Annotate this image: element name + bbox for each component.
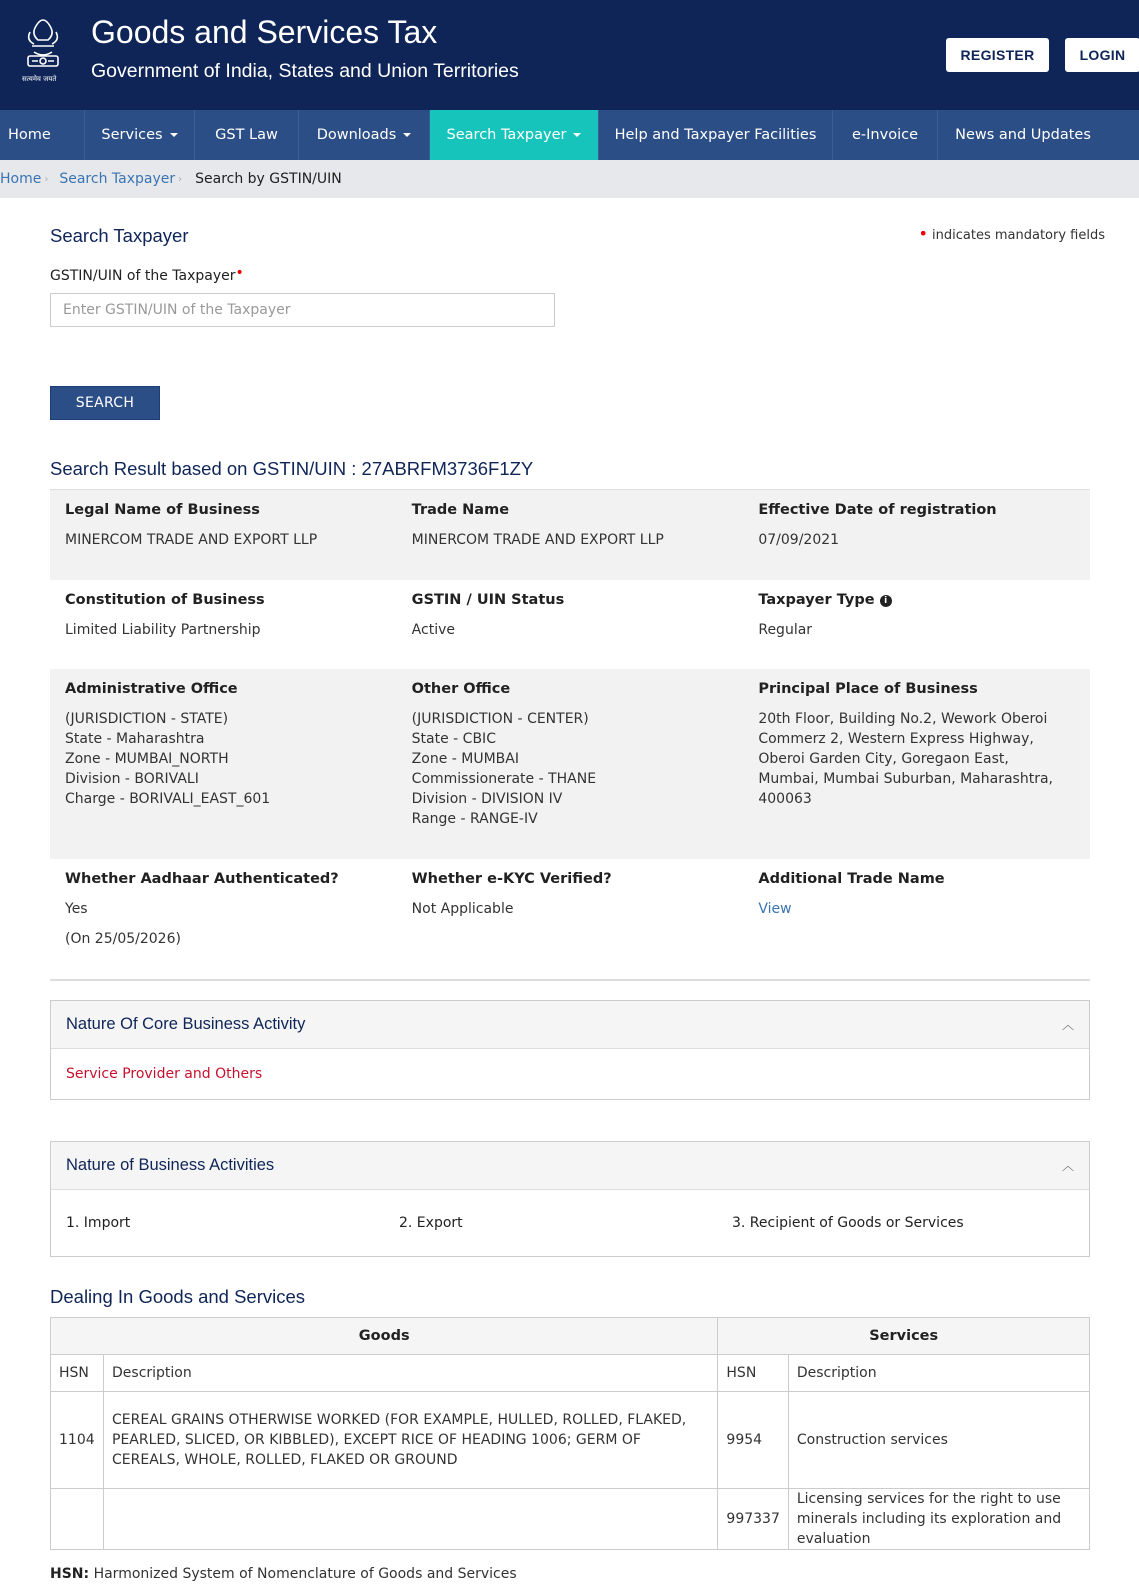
core-activity-header[interactable] [51,1001,1089,1049]
caret-down-icon [170,133,178,137]
required-dot-icon: • [918,224,928,243]
services-desc-col: Description [788,1355,1089,1392]
principal-place-label: Principal Place of Business [758,681,978,697]
activity-item: 1. Import [66,1215,131,1231]
goods-desc-col: Description [104,1355,718,1392]
constitution-label: Constitution of Business [65,592,265,608]
hsn-footnote-label: HSN: [50,1566,90,1582]
nav-help-label: Help and Taxpayer Facilities [614,127,817,143]
principal-place-line: Mumbai, Mumbai Suburban, Maharashtra, [758,771,1053,787]
other-office-line: Commissionerate - THANE [411,771,597,787]
other-office-line: Zone - MUMBAI [411,751,519,767]
service-desc: Licensing services for the right to use minerals including its exploration and evaluation [788,1489,1089,1550]
emblem-caption: सत्यमेव जयते [22,75,57,83]
goods-hsn [51,1489,104,1550]
nav-home-label: Home [8,127,51,143]
mandatory-note [918,224,1105,243]
admin-office-line: Division - BORIVALI [65,771,199,787]
register-button[interactable]: REGISTER [946,38,1049,72]
admin-office-line: Charge - BORIVALI_EAST_601 [65,791,271,807]
aadhaar-label: Whether Aadhaar Authenticated? [65,871,339,887]
nav-news-label: News and Updates [955,127,1091,143]
caret-down-icon [573,133,581,137]
gstin-label-text: GSTIN/UIN of the Taxpayer [50,268,236,284]
business-activities-panel [50,1141,1090,1257]
hsn-footnote-text: Harmonized System of Nomenclature of Goods and Services [93,1566,517,1582]
services-header: Services [718,1318,1090,1355]
nav-downloads[interactable] [299,110,430,160]
site-title[interactable]: Goods and Services Tax [91,14,438,50]
status-value: Active [411,622,455,638]
site-header [0,0,1139,110]
nav-e-invoice-label: e-Invoice [852,127,918,143]
nav-services[interactable] [85,110,195,160]
required-dot-icon: • [235,265,244,281]
constitution-value: Limited Liability Partnership [65,622,261,638]
other-office-line: Division - DIVISION IV [411,791,563,807]
breadcrumb-home[interactable]: Home [0,171,42,187]
admin-office-value [65,709,382,809]
eff-date-value: 07/09/2021 [758,532,840,548]
goods-hsn: 1104 [51,1392,104,1489]
chevron-right-icon: › [44,173,49,185]
goods-header: Goods [51,1318,718,1355]
ekyc-label: Whether e-KYC Verified? [411,871,612,887]
services-hsn-col: HSN [718,1355,788,1392]
page-title: Search Taxpayer [50,225,189,246]
dealing-heading: Dealing In Goods and Services [50,1286,306,1307]
nav-downloads-label: Downloads [316,127,397,143]
nav-home[interactable] [0,110,85,160]
status-label: GSTIN / UIN Status [411,592,565,608]
chevron-up-icon[interactable]: ︿ [1061,1159,1074,1173]
main-nav [0,110,1139,160]
eff-date-label: Effective Date of registration [758,502,997,518]
principal-place-line: 20th Floor, Building No.2, Wework Oberoi [758,711,1048,727]
nav-search-taxpayer-label: Search Taxpayer [446,127,567,143]
service-hsn: 9954 [718,1392,788,1489]
goods-services-table [50,1317,1090,1550]
breadcrumb-search-taxpayer[interactable]: Search Taxpayer [59,171,176,187]
mandatory-note-text: indicates mandatory fields [932,228,1105,243]
core-activity-title: Nature Of Core Business Activity [66,1015,306,1033]
activity-item: 2. Export [399,1215,463,1231]
goods-desc [104,1489,718,1550]
nav-gst-law[interactable] [195,110,299,160]
aadhaar-value: Yes [65,901,88,917]
trade-name-label: Trade Name [411,502,510,518]
core-activity-panel [50,1000,1090,1100]
search-button[interactable]: SEARCH [50,386,160,420]
result-row [50,669,1090,859]
result-details [50,489,1090,977]
service-hsn: 997337 [718,1489,788,1550]
other-office-line: Range - RANGE-IV [411,811,538,827]
nav-help[interactable] [599,110,833,160]
other-office-line: State - CBIC [411,731,496,747]
ekyc-value: Not Applicable [411,901,514,917]
nav-e-invoice[interactable] [833,110,938,160]
legal-name-value: MINERCOM TRADE AND EXPORT LLP [65,532,318,548]
hsn-footnote [50,1566,517,1582]
caret-down-icon [403,133,411,137]
nav-search-taxpayer[interactable] [430,110,599,160]
taxpayer-type-label-text: Taxpayer Type [758,592,875,608]
aadhaar-date: (On 25/05/2026) [65,931,181,947]
site-subtitle: Government of India, States and Union Territories [91,60,519,82]
business-activities-title: Nature of Business Activities [66,1156,275,1174]
info-icon[interactable]: i [880,595,892,607]
result-row [50,490,1090,580]
view-additional-trade-name-link[interactable]: View [758,901,792,917]
activity-item: 3. Recipient of Goods or Services [732,1215,964,1231]
admin-office-line: State - Maharashtra [65,731,205,747]
goods-desc: CEREAL GRAINS OTHERWISE WORKED (FOR EXAMPLE, HULLED, ROLLED, FLAKED, PEARLED, SLICED, OR KIBBLED), EXCEPT RICE OF HEADING 1006; GERM OF CEREALS, WHOLE, ROLLED, FLAKED OR GROUND [104,1392,718,1489]
login-button[interactable]: LOGIN [1065,38,1139,72]
business-activities-header[interactable] [51,1142,1089,1190]
result-heading: Search Result based on GSTIN/UIN : 27ABRFM3736F1ZY [50,458,534,479]
business-activities-list [51,1190,1089,1256]
core-activity-value: Service Provider and Others [66,1066,263,1082]
nav-services-label: Services [101,127,163,143]
admin-office-label: Administrative Office [65,681,238,697]
additional-trade-name-label: Additional Trade Name [758,871,945,887]
gstin-label [50,265,244,284]
goods-hsn-col: HSN [51,1355,104,1392]
result-row [50,859,1090,977]
other-office-label: Other Office [411,681,511,697]
table-row [51,1489,1090,1550]
divider [50,979,1090,981]
service-desc: Construction services [788,1392,1089,1489]
other-office-line: (JURISDICTION - CENTER) [411,711,589,727]
principal-place-value [758,709,1075,809]
chevron-up-icon[interactable]: ︿ [1061,1018,1074,1032]
breadcrumb [0,160,1139,198]
nav-gst-law-label: GST Law [215,127,278,143]
principal-place-line: Commerz 2, Western Express Highway, [758,731,1034,747]
admin-office-line: Zone - MUMBAI_NORTH [65,751,229,767]
principal-place-line: Oberoi Garden City, Goregaon East, [758,751,1009,767]
chevron-right-icon: › [178,173,183,185]
principal-place-line: 400063 [758,791,812,807]
nav-news[interactable] [938,110,1108,160]
trade-name-value: MINERCOM TRADE AND EXPORT LLP [411,532,664,548]
taxpayer-type-value: Regular [758,622,813,638]
table-row [51,1392,1090,1489]
other-office-value [412,709,729,829]
breadcrumb-current: Search by GSTIN/UIN [195,171,342,187]
gstin-input[interactable] [50,293,555,327]
legal-name-label: Legal Name of Business [65,502,260,518]
result-row [50,580,1090,669]
admin-office-line: (JURISDICTION - STATE) [65,711,229,727]
taxpayer-type-label [758,592,1075,608]
